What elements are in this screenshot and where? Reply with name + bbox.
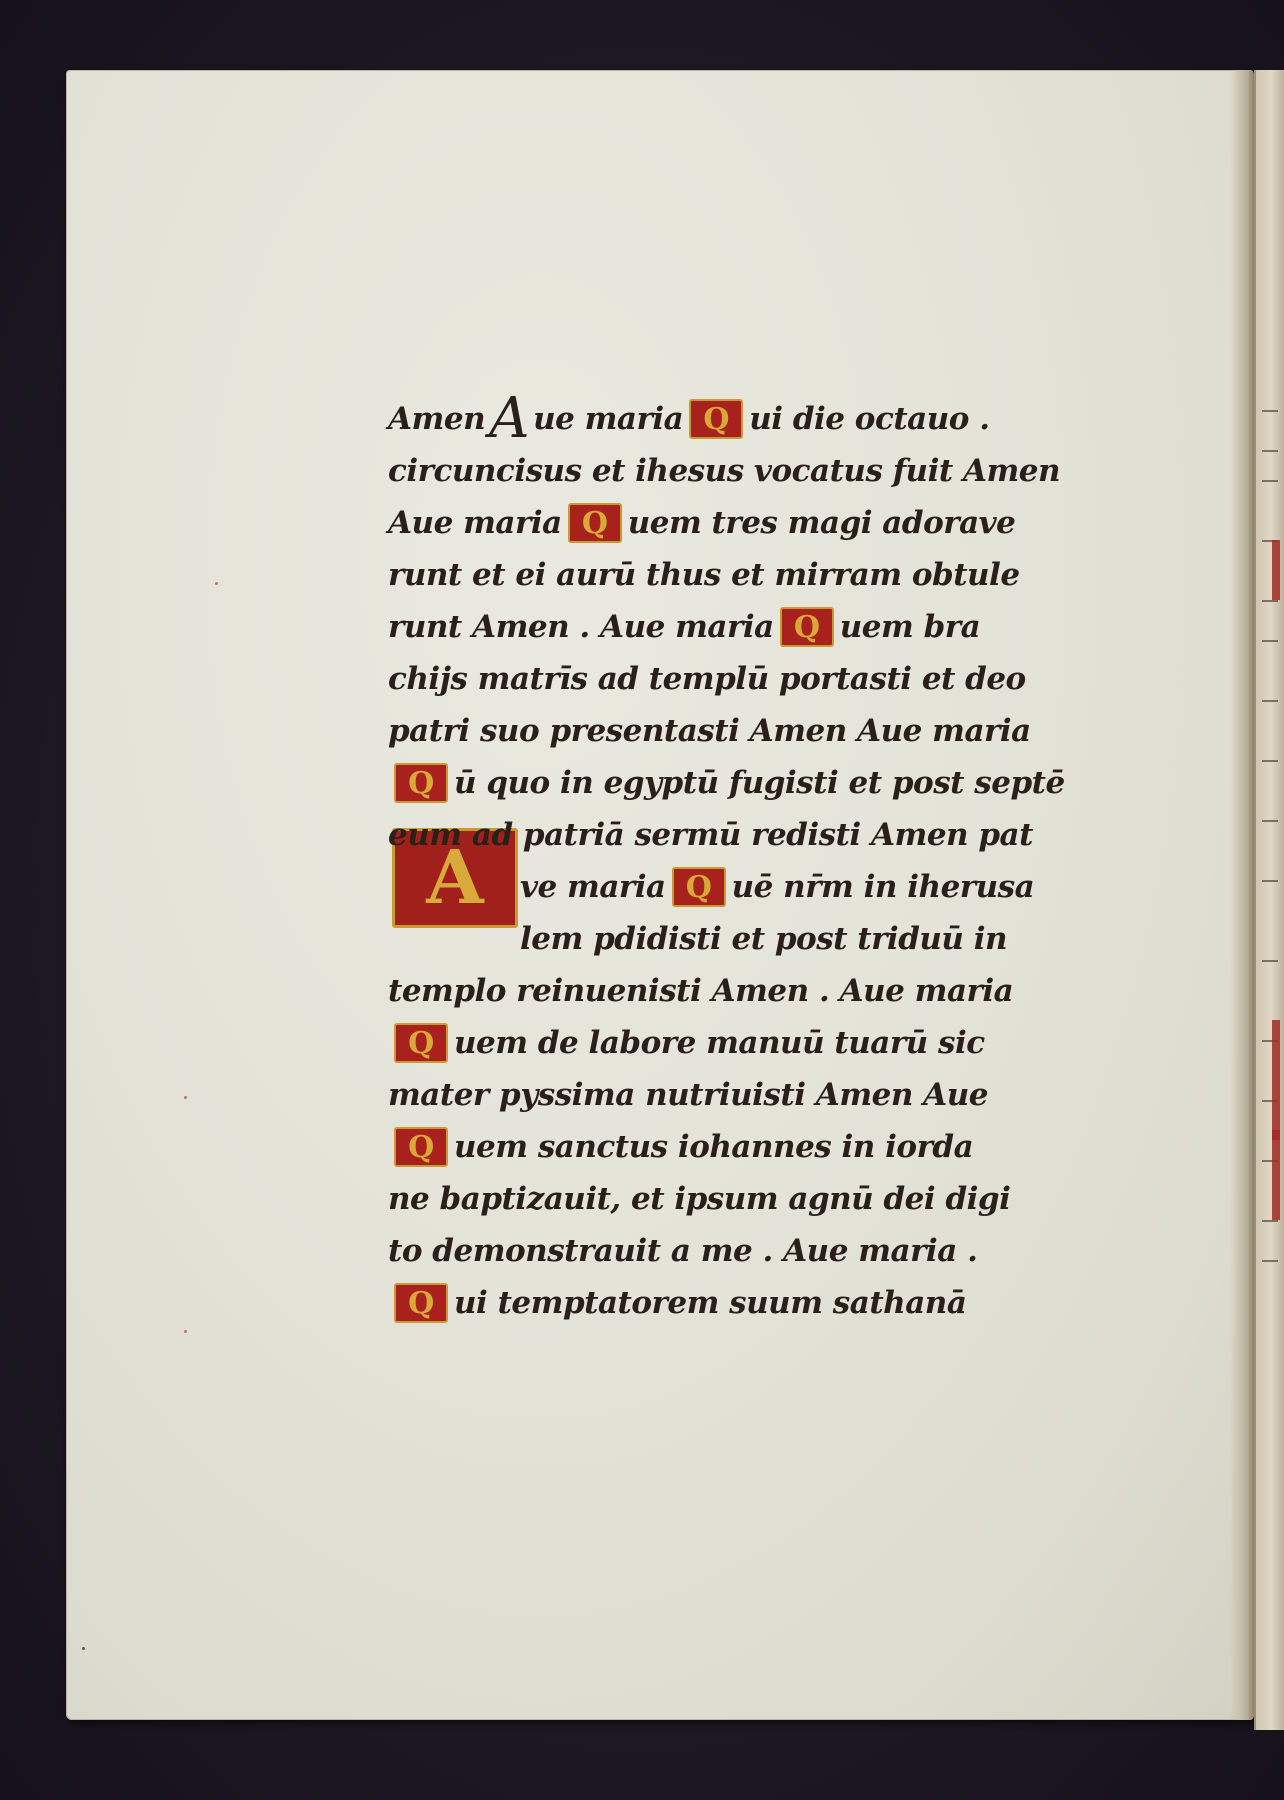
edge-text-mark [1262,410,1278,412]
text-segment: uem bra [839,609,981,645]
text-segment: ve maria [520,869,666,905]
text-line [388,1017,1098,1069]
text-line [388,965,1098,1017]
edge-text-mark [1262,600,1278,602]
speck [184,1096,187,1099]
edge-rubric-mark [1272,1020,1280,1140]
speck [215,582,218,585]
text-segment: uem sanctus iohannes in iorda [454,1129,974,1165]
speck [184,1330,187,1333]
text-segment: uē nr̄m in iherusa [731,869,1035,905]
text-line [388,757,1098,809]
text-segment: ui die octauo . [749,401,990,437]
rubricated-initial: Q [394,1023,448,1063]
rubricated-initial: Q [394,1127,448,1167]
facing-page-edge [1254,70,1284,1730]
rubricated-initial: Q [394,763,448,803]
text-line [388,861,1098,913]
edge-text-mark [1262,700,1278,702]
edge-text-mark [1262,1220,1278,1222]
text-line [388,653,1098,705]
text-line [388,913,1098,965]
edge-text-mark [1262,760,1278,762]
text-segment: lem pdidisti et post triduū in [520,921,1008,957]
text-line [388,1121,1098,1173]
text-line [388,1277,1098,1329]
text-line [388,386,1098,451]
text-segment: chijs matrīs ad templū portasti et deo [388,661,1026,697]
rubricated-initial: Q [780,607,834,647]
speck [82,1647,85,1650]
text-line [388,445,1098,497]
cadel-initial: A [489,386,530,451]
text-segment: circuncisus et ihesus vocatus fuit Amen [388,453,1061,489]
manuscript-text [388,386,1098,1329]
text-segment: Amen [388,401,486,437]
rubricated-initial: Q [689,399,743,439]
text-segment: runt et ei aurū thus et mirram obtule [388,557,1020,593]
rubricated-initial: Q [568,503,622,543]
text-segment: to demonstrauit a me . Aue maria . [388,1233,978,1269]
edge-text-mark [1262,1260,1278,1262]
text-segment: ne baptizauit, et ipsum agnū dei digi [388,1181,1011,1217]
text-line [388,809,1098,861]
text-segment: ui temptatorem suum sathanā [454,1285,967,1321]
text-segment: uem tres magi adorave [627,505,1016,541]
text-line [388,1225,1098,1277]
text-segment: Aue maria [388,505,562,541]
text-segment: mater pyssima nutriuisti Amen Aue [388,1077,988,1113]
text-segment: ue maria [533,401,684,437]
text-line [388,601,1098,653]
edge-text-mark [1262,640,1278,642]
edge-text-mark [1262,880,1278,882]
text-line [388,1069,1098,1121]
edge-text-mark [1262,960,1278,962]
edge-rubric-mark [1272,1130,1280,1220]
edge-text-mark [1262,450,1278,452]
edge-text-mark [1262,480,1278,482]
edge-rubric-mark [1272,540,1280,600]
text-line [388,497,1098,549]
rubricated-initial: Q [672,867,726,907]
decorated-initial-letter: A [426,835,484,921]
text-segment: patri suo presentasti Amen Aue maria [388,713,1031,749]
rubricated-initial: Q [394,1283,448,1323]
page-gutter [1230,70,1254,1720]
text-segment: uem de labore manuū tuarū sic [454,1025,985,1061]
text-segment: runt Amen . Aue maria [388,609,774,645]
text-segment: eum ad patriā sermū redisti Amen pat [388,817,1033,853]
text-line [388,1173,1098,1225]
edge-text-mark [1262,820,1278,822]
text-segment: ū quo in egyptū fugisti et post septē [454,765,1065,801]
text-segment: templo reinuenisti Amen . Aue maria [388,973,1014,1009]
text-line [388,549,1098,601]
text-line [388,705,1098,757]
